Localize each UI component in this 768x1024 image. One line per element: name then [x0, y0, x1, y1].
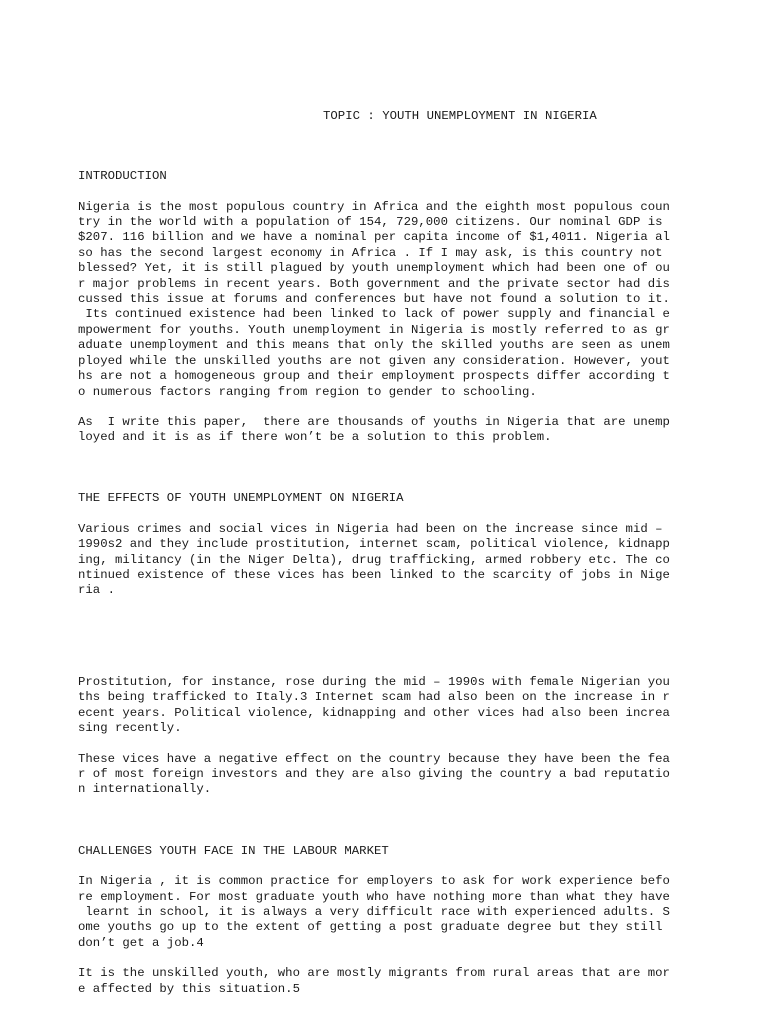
text-line: hs are not a homogeneous group and their employment prospects differ according t — [78, 369, 670, 383]
text-line: ome youths go up to the extent of getting a post graduate degree but they still — [78, 920, 663, 934]
text-line: don’t get a job.4 — [78, 936, 204, 950]
text-line: e affected by this situation.5 — [78, 982, 300, 996]
text-line: r major problems in recent years. Both government and the private sector had dis — [78, 277, 670, 291]
text-line: Its continued existence had been linked to lack of power supply and financial e — [78, 307, 670, 321]
challenges-heading: CHALLENGES YOUTH FACE IN THE LABOUR MARKET — [78, 844, 389, 858]
text-line: It is the unskilled youth, who are mostly migrants from rural areas that are mor — [78, 966, 670, 980]
text-line: mpowerment for youths. Youth unemployment in Nigeria is mostly referred to as gr — [78, 323, 670, 337]
text-line: In Nigeria , it is common practice for employers to ask for work experience befo — [78, 874, 670, 888]
document-title: TOPIC : YOUTH UNEMPLOYMENT IN NIGERIA — [323, 109, 597, 123]
text-line: ing, militancy (in the Niger Delta), drug trafficking, armed robbery etc. The co — [78, 553, 670, 567]
text-line: cussed this issue at forums and conferences but have not found a solution to it. — [78, 292, 670, 306]
text-line: sing recently. — [78, 721, 182, 735]
text-line: ployed while the unskilled youths are not given any consideration. However, yout — [78, 354, 670, 368]
text-line: ria . — [78, 583, 115, 597]
text-line: r of most foreign investors and they are also giving the country a bad reputatio — [78, 767, 670, 781]
text-line: re employment. For most graduate youth who have nothing more than what they have — [78, 890, 670, 904]
text-line: o numerous factors ranging from region to gender to schooling. — [78, 385, 537, 399]
text-line: learnt in school, it is always a very difficult race with experienced adults. S — [78, 905, 670, 919]
text-line: blessed? Yet, it is still plagued by youth unemployment which had been one of ou — [78, 261, 670, 275]
text-line: Prostitution, for instance, rose during the mid – 1990s with female Nigerian you — [78, 675, 670, 689]
text-line: 1990s2 and they include prostitution, internet scam, political violence, kidnapp — [78, 537, 670, 551]
text-line: These vices have a negative effect on the country because they have been the fea — [78, 752, 670, 766]
text-line: n internationally. — [78, 782, 212, 796]
text-line: so has the second largest economy in Africa . If I may ask, is this country not — [78, 246, 663, 260]
text-line: aduate unemployment and this means that only the skilled youths are seen as unem — [78, 338, 670, 352]
text-line: try in the world with a population of 154, 729,000 citizens. Our nominal GDP is — [78, 215, 663, 229]
text-line: As I write this paper, there are thousands of youths in Nigeria that are unemp — [78, 415, 670, 429]
effects-heading: THE EFFECTS OF YOUTH UNEMPLOYMENT ON NIGERIA — [78, 491, 404, 505]
text-line: Various crimes and social vices in Nigeria had been on the increase since mid – — [78, 522, 663, 536]
text-line: ntinued existence of these vices has been linked to the scarcity of jobs in Nige — [78, 568, 670, 582]
text-line: ecent years. Political violence, kidnapping and other vices had also been increa — [78, 706, 670, 720]
text-line: ths being trafficked to Italy.3 Internet scam had also been on the increase in r — [78, 690, 670, 704]
text-line: $207. 116 billion and we have a nominal per capita income of $1,4011. Nigeria al — [78, 230, 670, 244]
text-line: loyed and it is as if there won’t be a solution to this problem. — [78, 430, 552, 444]
text-line: Nigeria is the most populous country in Africa and the eighth most populous coun — [78, 200, 670, 214]
introduction-heading: INTRODUCTION — [78, 169, 167, 183]
